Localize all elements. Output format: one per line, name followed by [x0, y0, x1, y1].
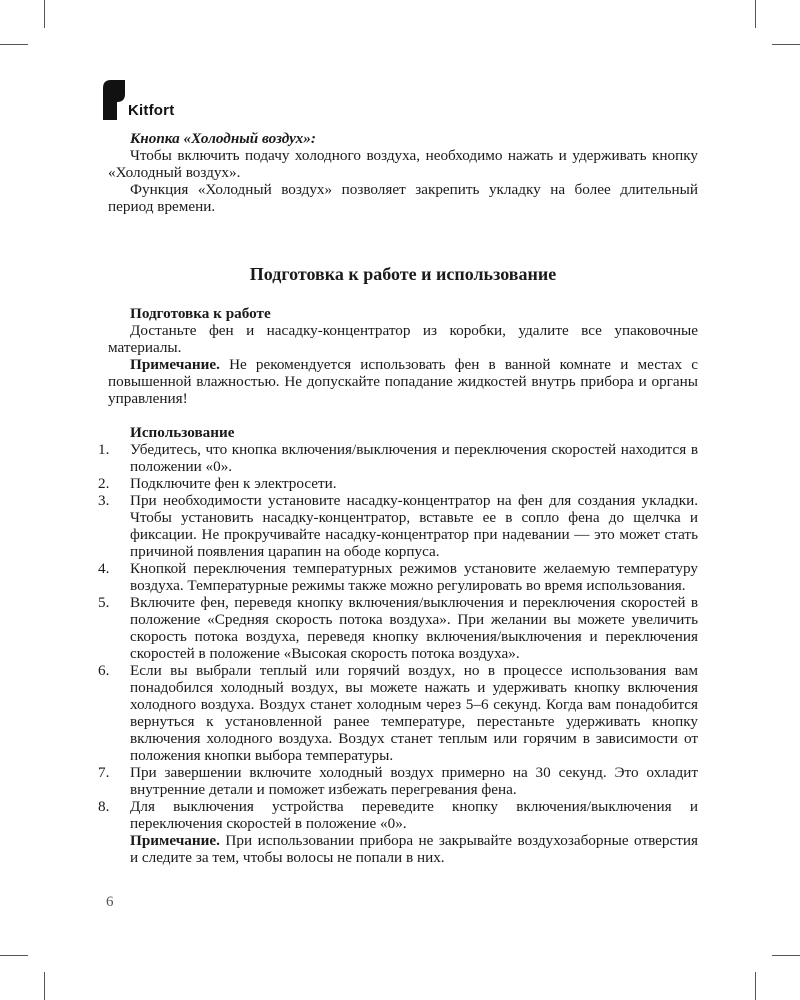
note-text: Не рекомендуется использовать фен в ванной комнате и местах с повышенной влажностью. Не допускайте попадание жидкостей внутрь прибора и органы управления!: [108, 356, 698, 407]
item-text: Для выключения устройства переведите кнопку включения/выключения и переключения скоростей в положение «0».: [130, 798, 698, 832]
item-text: Подключите фен к электросети.: [130, 475, 337, 492]
list-item: [98, 560, 698, 594]
item-number: 6.: [98, 662, 110, 679]
item-number: 7.: [98, 764, 110, 781]
list-item: [98, 492, 698, 560]
crop-mark: [772, 44, 800, 45]
kitfort-logo-icon: [103, 80, 125, 120]
document-body: [98, 130, 698, 866]
crop-mark: [0, 955, 28, 956]
section-title: Подготовка к работе и использование: [249, 264, 557, 284]
preparation-note: [108, 356, 698, 407]
item-number: 4.: [98, 560, 110, 577]
item-text: Включите фен, переведя кнопку включения/выключения и переключения скоростей в положение «Средняя скорость потока воздуха». При желании вы можете увеличить скорость потока воздуха, переведя кнопку включения/выключения и переключения скоростей в положение «Высокая скорость потока воздуха».: [130, 594, 698, 662]
list-item: [98, 662, 698, 764]
item-number: 5.: [98, 594, 110, 611]
item-text: При необходимости установите насадку-концентратор на фен для создания укладки. Чтобы установить насадку-концентратор, вставьте ее в сопло фена до щелчка и фиксации. Не прокручивайте насадку-концентратор при надевании — это может стать причиной появления царапин на ободе корпуса.: [130, 492, 698, 560]
item-number: 8.: [98, 798, 110, 815]
paragraph: Достаньте фен и насадку-концентратор из коробки, удалите все упаковочные материалы.: [108, 322, 698, 356]
paragraph: Функция «Холодный воздух» позволяет закрепить укладку на более длительный период времени.: [108, 181, 698, 215]
item-number: 1.: [98, 441, 110, 458]
crop-mark: [0, 44, 28, 45]
list-item: [98, 475, 698, 492]
page-number: 6: [106, 894, 114, 910]
usage-heading: Использование: [130, 424, 235, 441]
paragraph: Чтобы включить подачу холодного воздуха, необходимо нажать и удерживать кнопку «Холодный воздух».: [108, 147, 698, 181]
usage-steps-list: [98, 441, 698, 866]
list-item: [98, 594, 698, 662]
item-text: Кнопкой переключения температурных режимов установите желаемую температуру воздуха. Температурные режимы также можно регулировать во время использования.: [130, 560, 698, 594]
brand-name: Kitfort: [128, 102, 175, 119]
crop-mark: [755, 0, 756, 28]
crop-mark: [44, 972, 45, 1000]
list-item: [98, 798, 698, 866]
final-note: [130, 832, 698, 866]
brand-logo: [103, 80, 174, 120]
item-text: Если вы выбрали теплый или горячий воздух, но в процессе использования вам понадобился холодный воздух, вы можете нажать и удерживать кнопку включения холодного воздуха. Воздух станет холодным через 5–6 секунд. Когда вам понадобится вернуться к установленной ранее температуре, перестаньте удерживать кнопку включения холодного воздуха. Воздух станет теплым или горячим в зависимости от положения кнопки выбора температуры.: [130, 662, 698, 764]
note-text: При использовании прибора не закрывайте воздухозаборные отверстия и следите за тем, чтобы волосы не попали в них.: [130, 832, 698, 866]
crop-mark: [755, 972, 756, 1000]
list-item: [98, 441, 698, 475]
item-text: При завершении включите холодный воздух примерно на 30 секунд. Это охладит внутренние детали и поможет избежать перегревания фена.: [130, 764, 698, 798]
item-number: 3.: [98, 492, 110, 509]
cold-air-heading: Кнопка «Холодный воздух»:: [130, 130, 316, 147]
preparation-heading: Подготовка к работе: [130, 305, 271, 322]
note-label: Примечание.: [130, 356, 220, 373]
item-text: Убедитесь, что кнопка включения/выключения и переключения скоростей находится в положении «0».: [130, 441, 698, 475]
crop-mark: [772, 955, 800, 956]
item-number: 2.: [98, 475, 110, 492]
crop-mark: [44, 0, 45, 28]
list-item: [98, 764, 698, 798]
note-label: Примечание.: [130, 832, 220, 849]
